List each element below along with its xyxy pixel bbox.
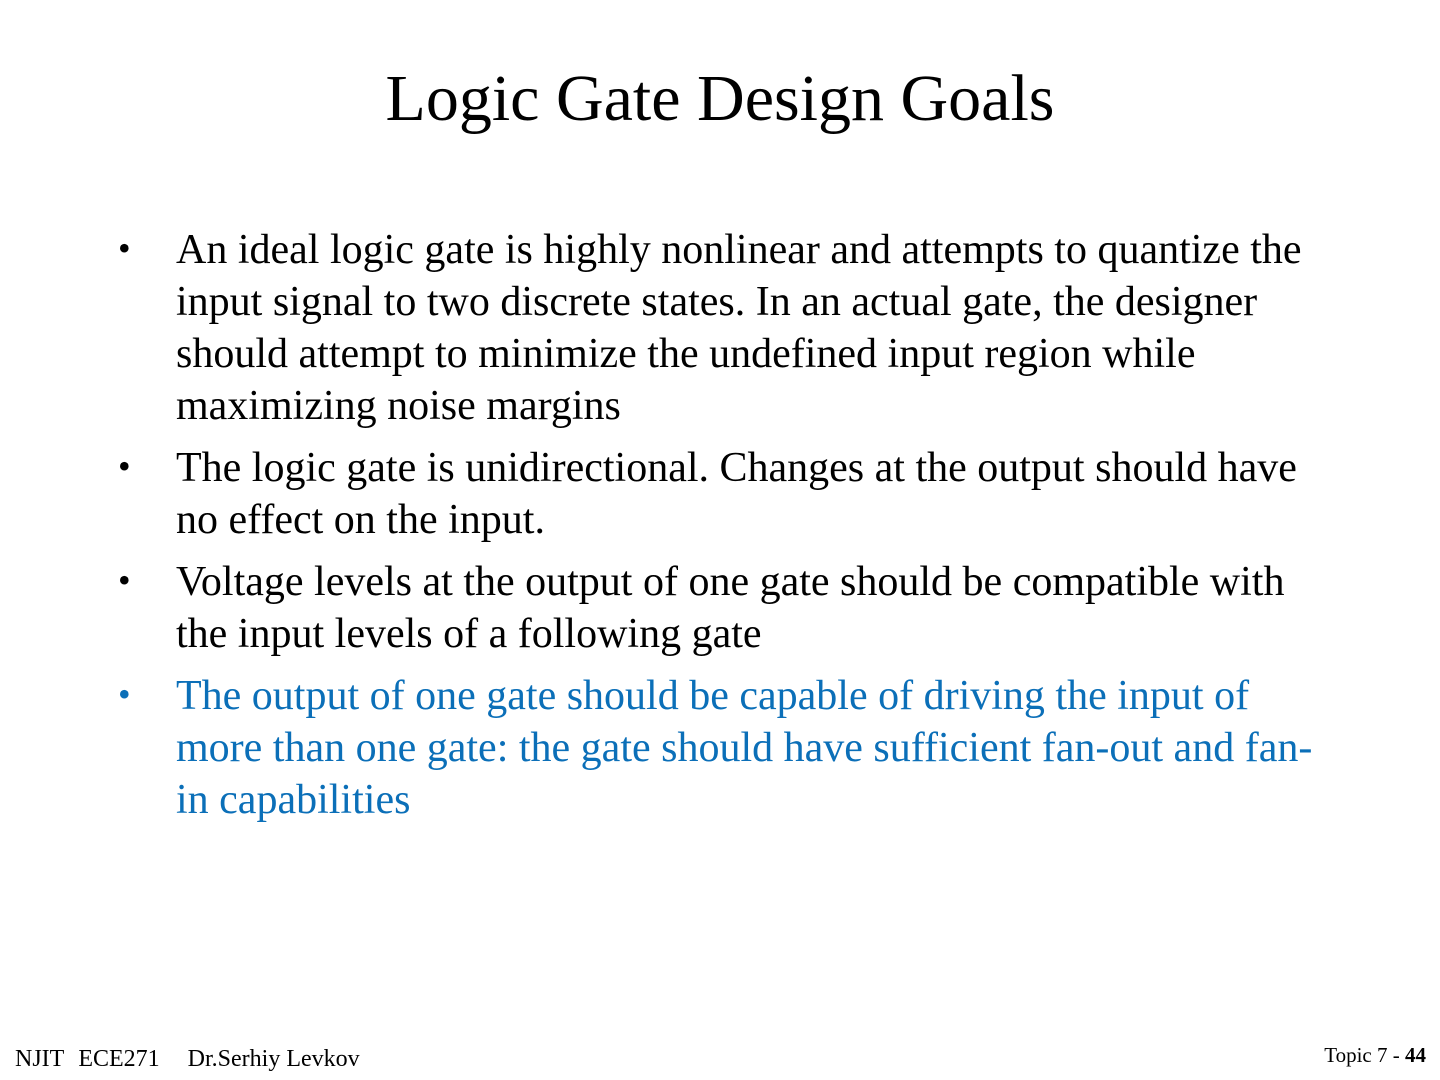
bullet-text: The logic gate is unidirectional. Changes at the output should have no effect on the input. xyxy=(176,445,1297,543)
bullet-item-1 xyxy=(118,224,1318,432)
bullet-list xyxy=(118,224,1318,836)
bullet-icon: • xyxy=(118,560,131,600)
footer-institution: NJIT xyxy=(15,1046,65,1072)
bullet-icon: • xyxy=(118,674,131,714)
footer-topic-label: Topic 7 - xyxy=(1324,1043,1400,1067)
bullet-item-2 xyxy=(118,442,1318,546)
bullet-icon: • xyxy=(118,228,131,268)
bullet-text: Voltage levels at the output of one gate should be compatible with the input levels of a following gate xyxy=(176,559,1285,657)
bullet-text: An ideal logic gate is highly nonlinear and attempts to quantize the input signal to two discrete states. In an actual gate, the designer should attempt to minimize the undefined input region while maximizing noise margins xyxy=(176,227,1302,429)
bullet-icon: • xyxy=(118,446,131,486)
footer-credits xyxy=(15,1044,360,1074)
footer-instructor: Dr.Serhiy Levkov xyxy=(187,1046,360,1072)
slide-title: Logic Gate Design Goals xyxy=(385,62,1055,135)
footer-course: ECE271 xyxy=(78,1046,160,1072)
bullet-item-3 xyxy=(118,556,1318,660)
bullet-text: The output of one gate should be capable of driving the input of more than one gate: the gate should have sufficient fan-out and fan-in capabilities xyxy=(176,673,1313,823)
footer-slide-number xyxy=(1324,1041,1426,1069)
bullet-item-4 xyxy=(118,670,1318,826)
footer-page-number: 44 xyxy=(1405,1043,1426,1067)
